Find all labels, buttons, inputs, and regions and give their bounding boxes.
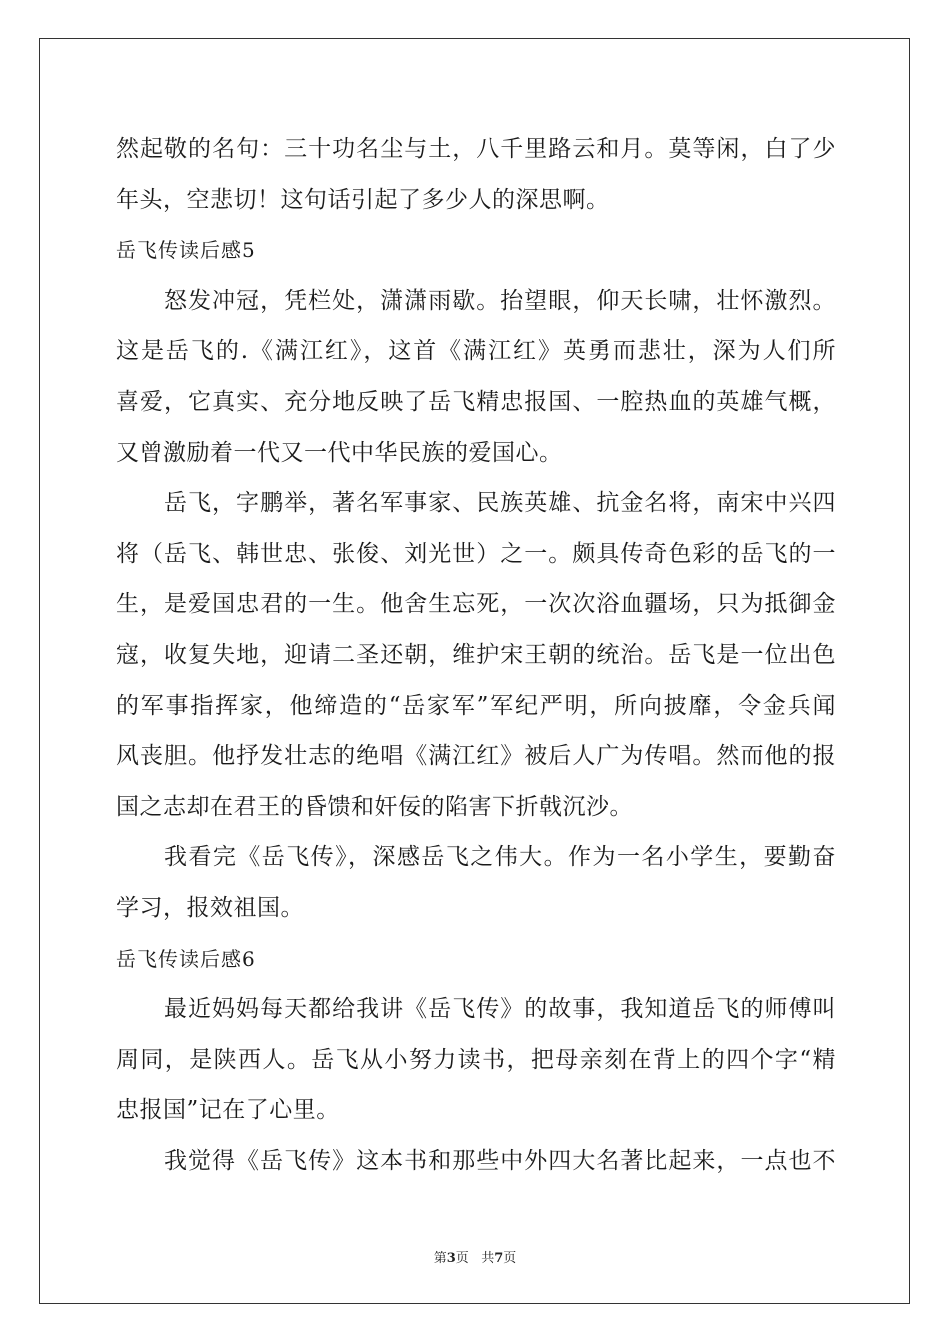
text-line: 生，是爱国忠君的一生。他舍生忘死，一次次浴血疆场，只为抵御金 [116,591,836,618]
text-line: 周同，是陕西人。岳飞从小努力读书，把母亲刻在背上的四个字“精 [116,1046,836,1073]
page-footer [0,1247,950,1266]
text-line: 将（岳飞、韩世忠、张俊、刘光世）之一。颇具传奇色彩的岳飞的一 [116,540,836,567]
page-suffix: 页 [455,1251,469,1266]
text-line: 然起敬的名句：三十功名尘与土，八千里路云和月。莫等闲，白了少 [116,136,836,162]
total-suffix: 页 [503,1251,517,1266]
section-heading: 岳飞传读后感5 [116,238,256,263]
paragraph-first-line: 岳飞，字鹏举，著名军事家、民族英雄、抗金名将，南宋中兴四 [164,490,836,517]
section-heading: 岳飞传读后感6 [116,946,256,971]
text-line: 国之志却在君王的昏馈和奸佞的陷害下折戟沉沙。 [116,793,633,820]
text-line: 年头，空悲切！这句话引起了多少人的深思啊。 [116,186,610,213]
text-line: 这是岳飞的.《满江红》，这首《满江红》英勇而悲壮，深为人们所 [116,338,836,365]
text-line: 学习，报效祖国。 [116,894,304,921]
paragraph-first-line: 我看完《岳飞传》，深感岳飞之伟大。作为一名小学生，要勤奋 [164,844,836,871]
paragraph-first-line: 怒发冲冠，凭栏处，潇潇雨歇。抬望眼，仰天长啸，壮怀激烈。 [164,287,836,314]
total-pages: 7 [494,1251,504,1266]
document-body [116,124,836,1186]
page-number: 3 [446,1251,456,1266]
paragraph-first-line: 最近妈妈每天都给我讲《岳飞传》的故事，我知道岳飞的师傅叫 [164,996,836,1023]
text-line: 的军事指挥家，他缔造的“岳家军”军纪严明，所向披靡，令金兵闻 [116,692,836,719]
page-prefix: 第 [433,1251,447,1266]
text-line: 又曾激励着一代又一代中华民族的爱国心。 [116,439,563,466]
text-line: 忠报国”记在了心里。 [116,1097,340,1124]
text-line: 喜爱，它真实、充分地反映了岳飞精忠报国、一腔热血的英雄气概， [116,388,836,415]
paragraph-first-line: 我觉得《岳飞传》这本书和那些中外四大名著比起来，一点也不 [164,1147,836,1174]
text-line: 寇，收复失地，迎请二圣还朝，维护宋王朝的统治。岳飞是一位出色 [116,641,836,668]
total-prefix: 共 [481,1251,495,1266]
text-line: 风丧胆。他抒发壮志的绝唱《满江红》被后人广为传唱。然而他的报 [116,743,836,770]
